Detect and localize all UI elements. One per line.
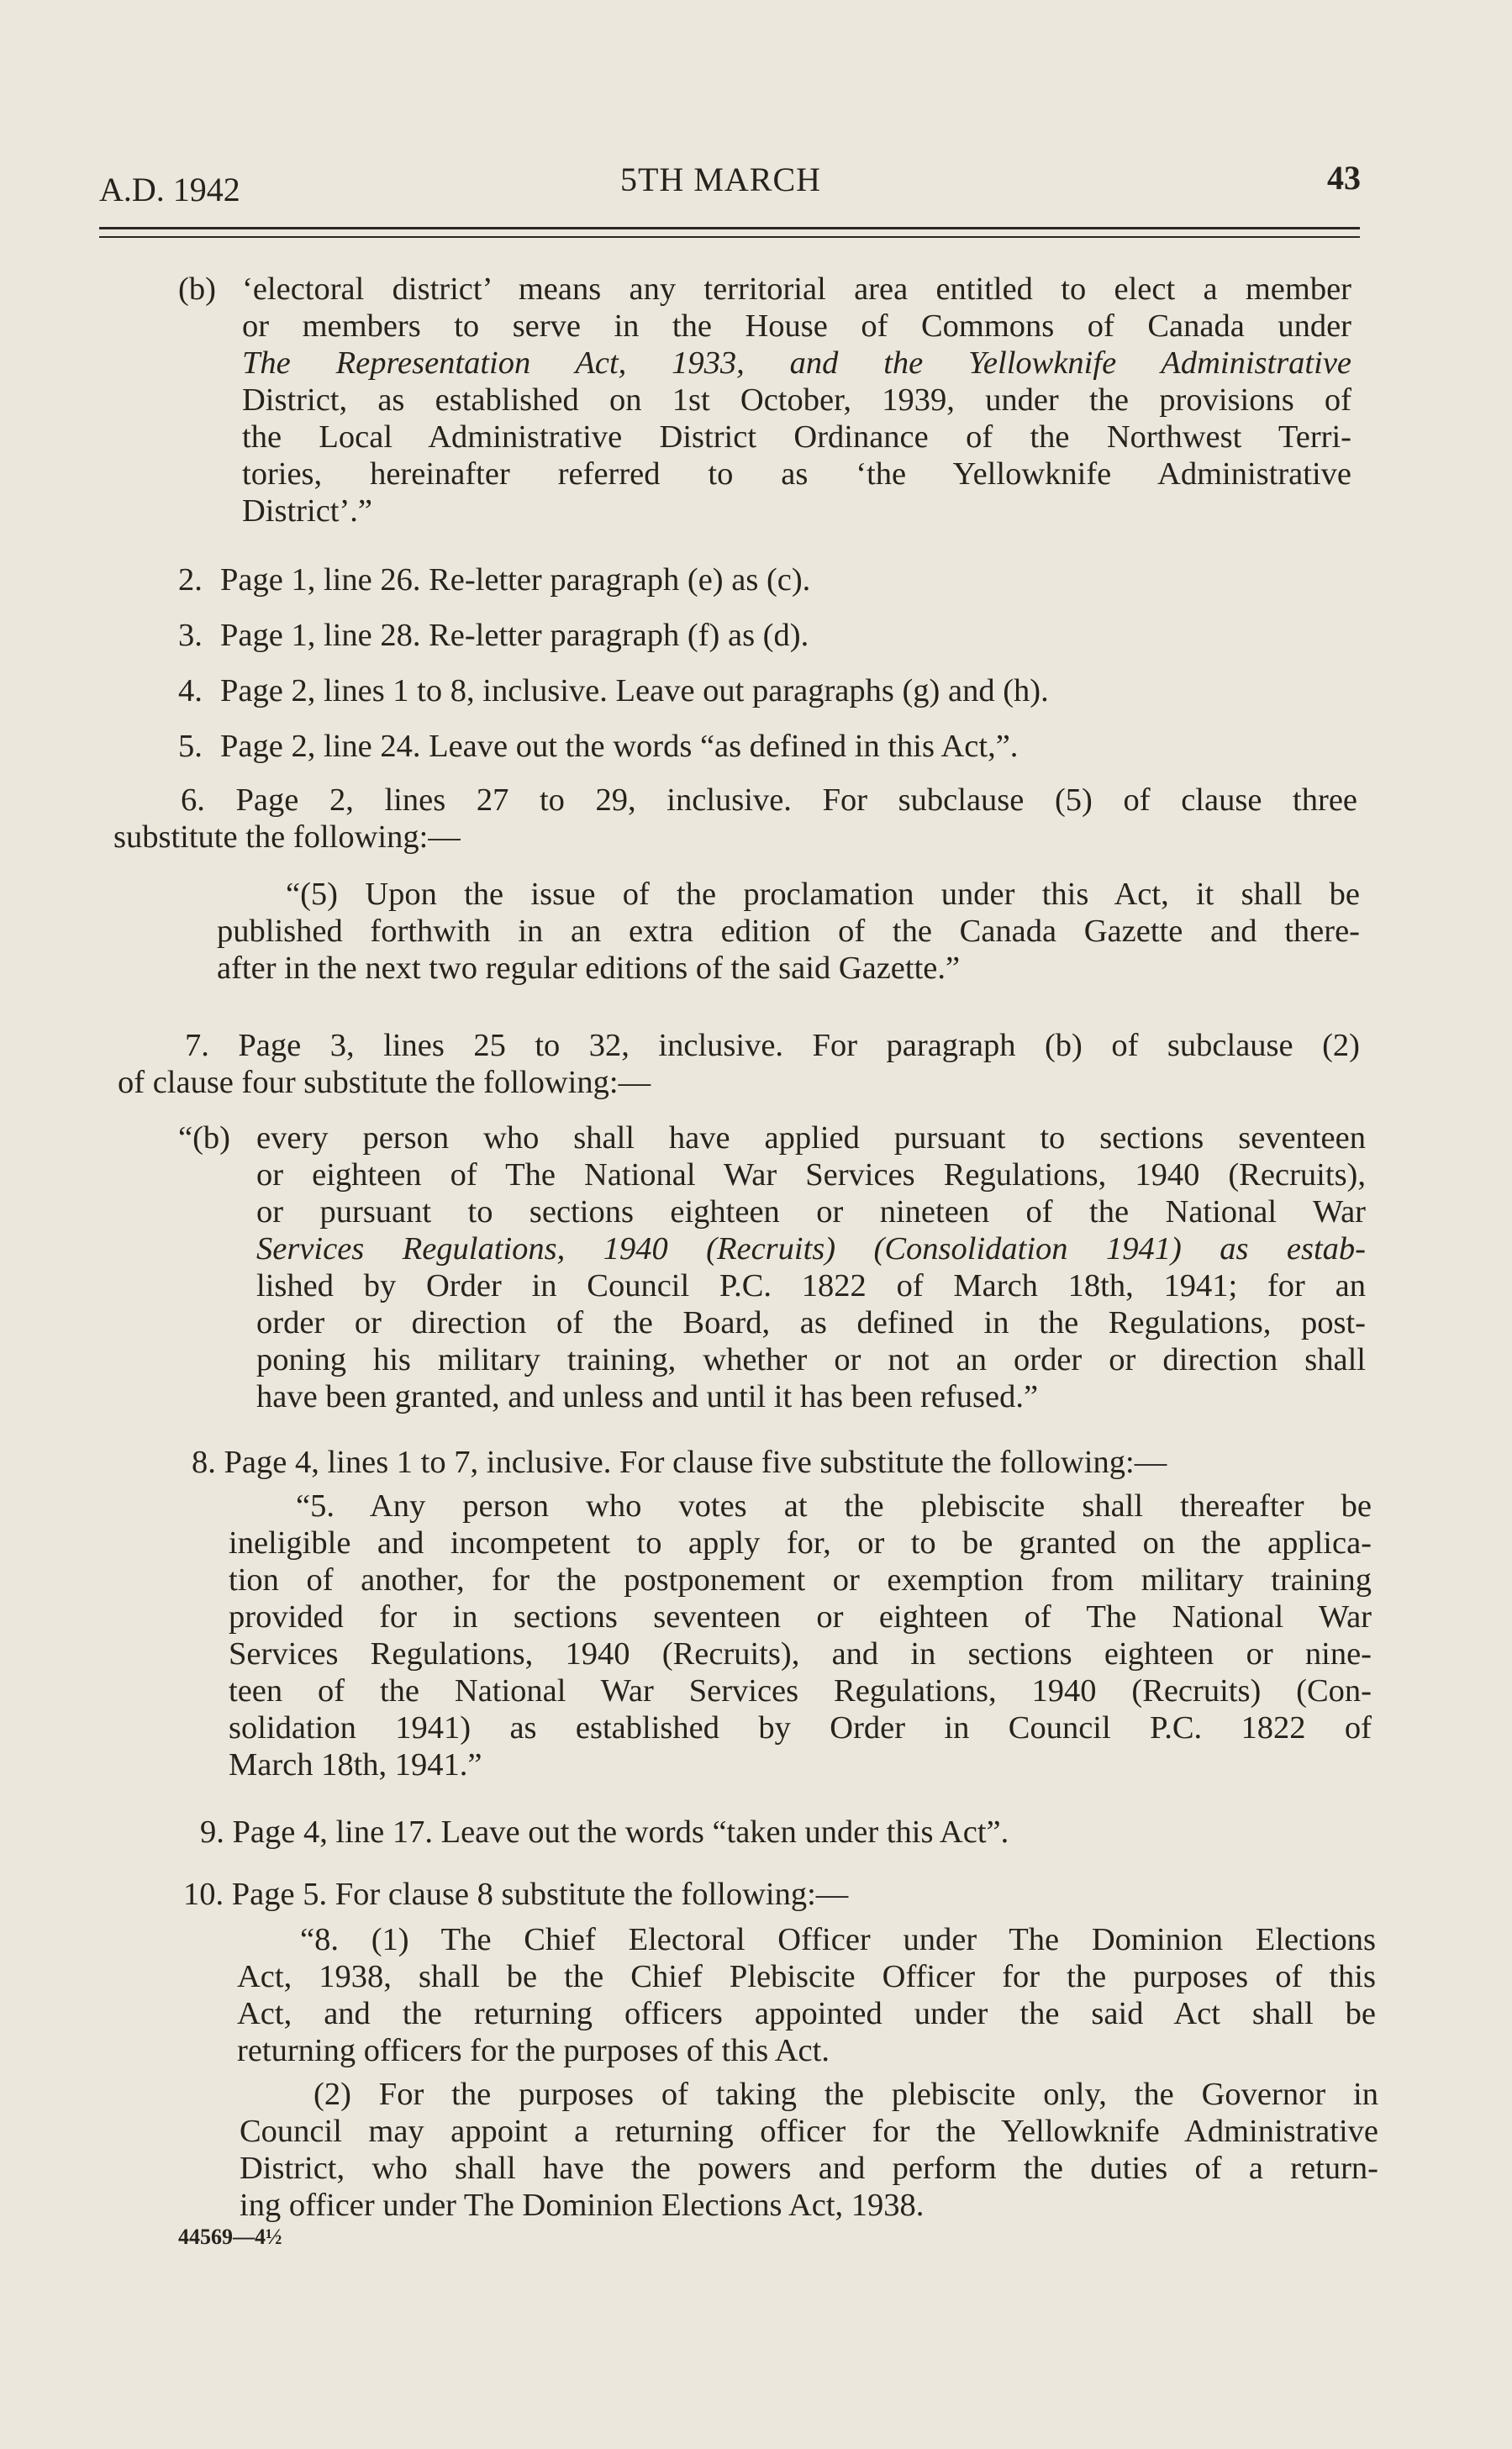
text-line: “5. Any person who votes at the plebiscite shall thereafter be bbox=[296, 1488, 1372, 1524]
text-line: every person who shall have applied pursuant to sections seventeen bbox=[256, 1120, 1366, 1156]
text-line: March 18th, 1941.” bbox=[229, 1747, 482, 1783]
text-line: ing officer under The Dominion Elections Act, 1938. bbox=[240, 2188, 925, 2223]
text-line: ‘electoral district’ means any territorial area entitled to elect a member bbox=[242, 271, 1351, 307]
amendment-item-2: 2. bbox=[178, 562, 203, 598]
text-line: District’.” bbox=[242, 493, 373, 529]
text-line: of clause four substitute the following:— bbox=[118, 1065, 651, 1100]
text-line: 7. Page 3, lines 25 to 32, inclusive. For paragraph (b) of subclause (2) bbox=[185, 1028, 1360, 1063]
text-line: order or direction of the Board, as defined in the Regulations, post- bbox=[256, 1305, 1366, 1340]
definition-label: (b) bbox=[178, 271, 216, 307]
text-line: lished by Order in Council P.C. 1822 of March 18th, 1941; for an bbox=[256, 1268, 1366, 1304]
text-line: after in the next two regular editions of the said Gazette.” bbox=[217, 951, 961, 986]
text-line: tories, hereinafter referred to as ‘the Yellowknife Administrative bbox=[242, 456, 1351, 492]
footnote-printer-mark: 44569—4½ bbox=[178, 2225, 282, 2249]
text-line: Council may appoint a returning officer for the Yellowknife Administrative bbox=[240, 2114, 1378, 2149]
header-page-number: 43 bbox=[1327, 159, 1361, 197]
amendment-item-6 bbox=[113, 782, 1357, 856]
text-line: Services Regulations, 1940 (Recruits) (Consolidation 1941) as estab- bbox=[256, 1231, 1366, 1267]
text-line: ineligible and incompetent to apply for, or to be granted on the applica- bbox=[229, 1525, 1372, 1561]
amendment-item-4: 4. bbox=[178, 673, 203, 708]
text-line: “8. (1) The Chief Electoral Officer under The Dominion Elections bbox=[300, 1922, 1376, 1957]
header-date: 5TH MARCH bbox=[620, 161, 822, 198]
page-header bbox=[99, 158, 1361, 208]
text-line: District, as established on 1st October, 1939, under the provisions of bbox=[242, 382, 1351, 418]
text-line: poning his military training, whether or not an order or direction shall bbox=[256, 1342, 1366, 1377]
amendment-item-9: 9. Page 4, line 17. Leave out the words “taken under this Act”. bbox=[200, 1814, 1009, 1850]
text-line: substitute the following:— bbox=[113, 819, 461, 855]
text-line: The Representation Act, 1933, and the Yellowknife Administrative bbox=[242, 345, 1351, 381]
amendment-text-4: Page 2, lines 1 to 8, inclusive. Leave out paragraphs (g) and (h). bbox=[220, 673, 1049, 708]
header-rule-bottom bbox=[99, 236, 1360, 238]
amendment-6-quote bbox=[217, 876, 1360, 987]
text-line: the Local Administrative District Ordinance of the Northwest Terri- bbox=[242, 419, 1351, 455]
amendment-item-10: 10. Page 5. For clause 8 substitute the following:— bbox=[183, 1877, 849, 1912]
amendment-10-quote-2 bbox=[240, 2076, 1378, 2224]
amendment-item-7 bbox=[118, 1027, 1360, 1101]
amendment-8-quote bbox=[229, 1488, 1372, 1783]
amendment-item-5: 5. bbox=[178, 729, 203, 764]
text-line: solidation 1941) as established by Order in Council P.C. 1822 of bbox=[229, 1710, 1372, 1746]
text-line: 6. Page 2, lines 27 to 29, inclusive. For subclause (5) of clause three bbox=[181, 782, 1357, 818]
text-line: have been granted, and unless and until it has been refused.” bbox=[256, 1379, 1039, 1414]
text-line: District, who shall have the powers and perform the duties of a return- bbox=[240, 2151, 1378, 2186]
header-year: A.D. 1942 bbox=[99, 171, 240, 208]
text-line: or pursuant to sections eighteen or nineteen of the National War bbox=[256, 1194, 1366, 1230]
text-line: teen of the National War Services Regulations, 1940 (Recruits) (Con- bbox=[229, 1673, 1372, 1709]
amendment-item-3: 3. bbox=[178, 618, 203, 653]
text-line: or members to serve in the House of Commons of Canada under bbox=[242, 308, 1351, 344]
text-line: (2) For the purposes of taking the plebiscite only, the Governor in bbox=[313, 2077, 1378, 2112]
text-line: returning officers for the purposes of this Act. bbox=[237, 2033, 830, 2068]
text-line: or eighteen of The National War Services Regulations, 1940 (Recruits), bbox=[256, 1157, 1366, 1193]
text-line: Act, 1938, shall be the Chief Plebiscite Officer for the purposes of this bbox=[237, 1959, 1376, 1994]
amendment-text-2: Page 1, line 26. Re-letter paragraph (e) as (c). bbox=[220, 562, 811, 598]
amendment-text-3: Page 1, line 28. Re-letter paragraph (f) as (d). bbox=[220, 618, 809, 653]
text-line: tion of another, for the postponement or exemption from military training bbox=[229, 1562, 1372, 1598]
amendment-7-quote-label: “(b) bbox=[178, 1120, 230, 1156]
amendment-7-quote bbox=[256, 1119, 1366, 1415]
text-line: published forthwith in an extra edition of the Canada Gazette and there- bbox=[217, 914, 1360, 949]
text-line: Act, and the returning officers appointed under the said Act shall be bbox=[237, 1996, 1376, 2031]
definition-paragraph bbox=[242, 271, 1351, 529]
header-rule-top bbox=[99, 227, 1360, 229]
amendment-text-5: Page 2, line 24. Leave out the words “as defined in this Act,”. bbox=[220, 729, 1019, 764]
text-line: provided for in sections seventeen or eighteen of The National War bbox=[229, 1599, 1372, 1635]
text-line: “(5) Upon the issue of the proclamation under this Act, it shall be bbox=[286, 877, 1360, 912]
text-line: Services Regulations, 1940 (Recruits), and in sections eighteen or nine- bbox=[229, 1636, 1372, 1672]
amendment-item-8: 8. Page 4, lines 1 to 7, inclusive. For clause five substitute the following:— bbox=[192, 1445, 1167, 1480]
amendment-10-quote-1 bbox=[237, 1921, 1376, 2069]
